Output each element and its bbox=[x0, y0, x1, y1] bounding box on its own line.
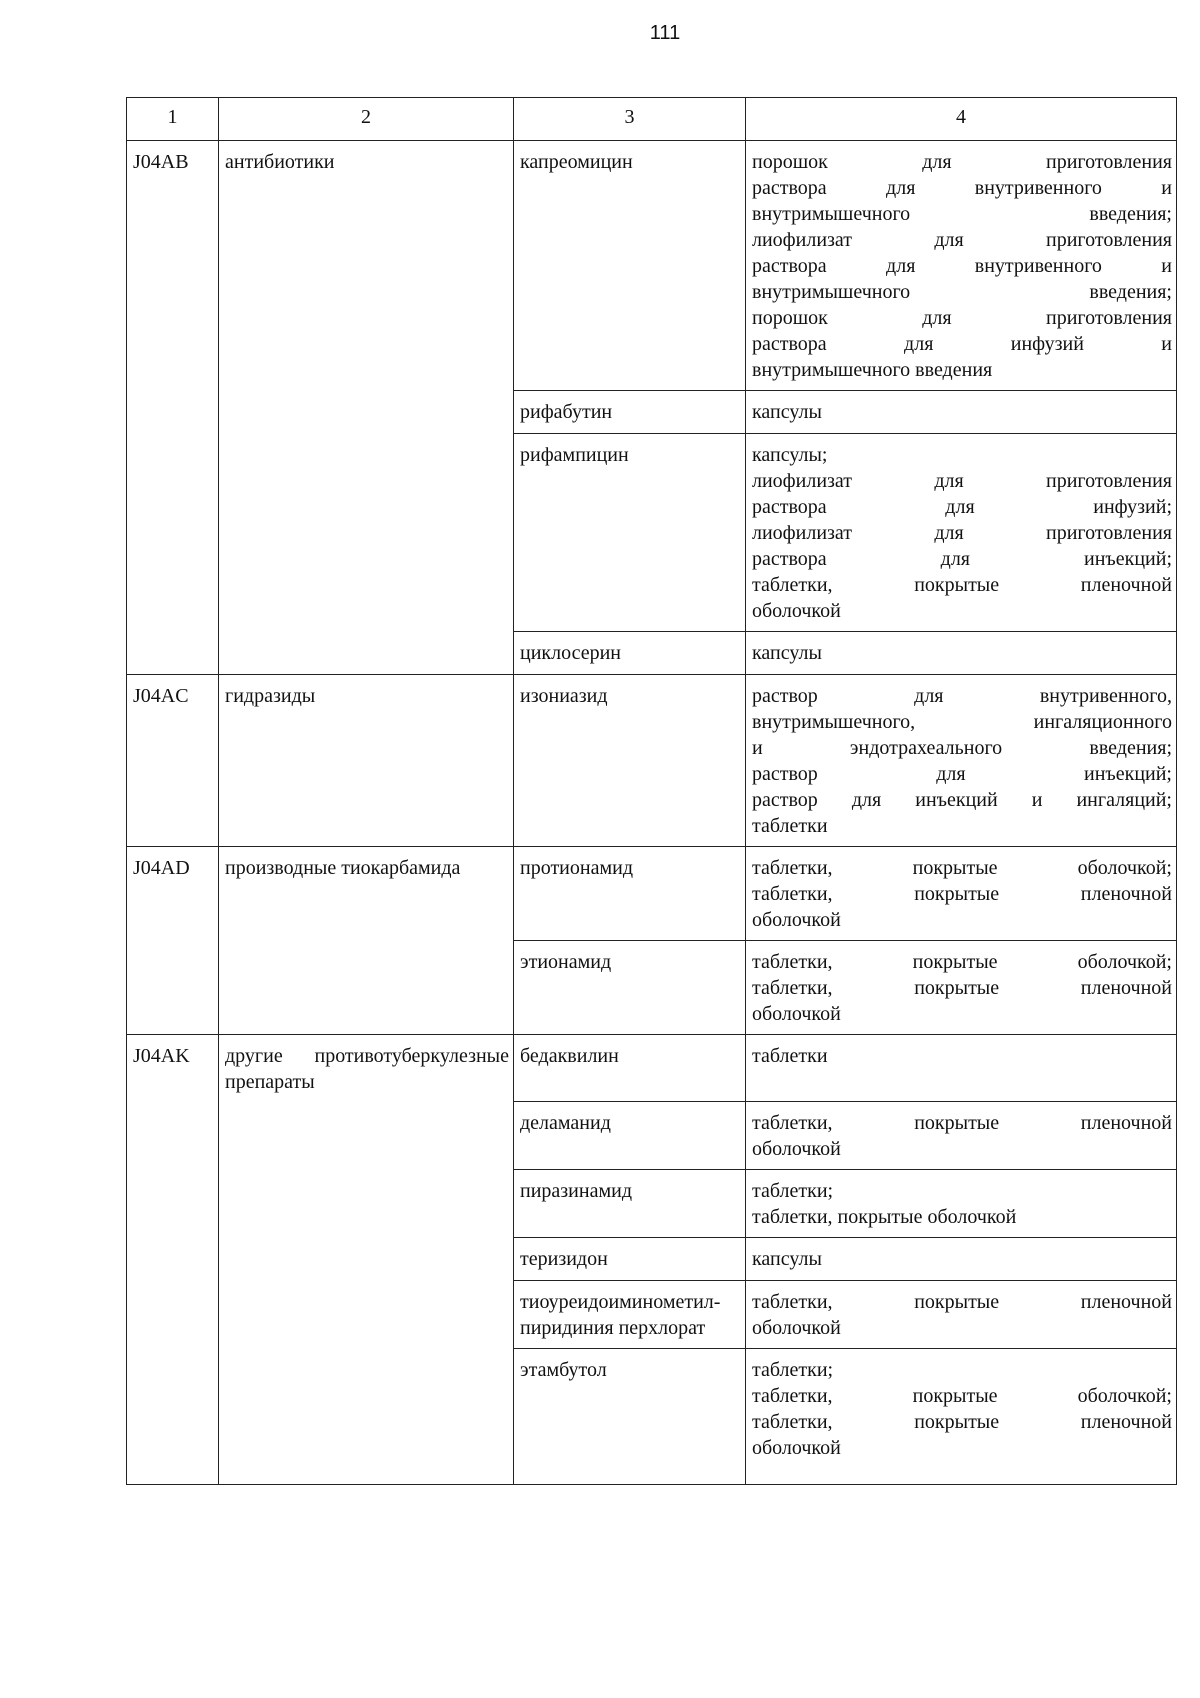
cell-text-line: раствора для внутривенного и bbox=[752, 255, 1172, 277]
cell-text-line: таблетки, покрытые пленочной bbox=[752, 574, 1172, 596]
drug-name-cell bbox=[514, 941, 746, 1035]
drug-table bbox=[126, 97, 1177, 1485]
cell-text-line: рифабутин bbox=[520, 401, 613, 423]
dosage-form-cell bbox=[746, 391, 1177, 434]
atc-code-cell: J04AD bbox=[127, 847, 219, 1035]
cell-text-line: оболочкой bbox=[752, 909, 841, 931]
table-row bbox=[127, 1035, 1177, 1102]
header-row bbox=[127, 98, 1177, 141]
dosage-form-cell bbox=[746, 632, 1177, 675]
cell-text-line: капсулы bbox=[752, 642, 822, 664]
drug-name-cell bbox=[514, 1238, 746, 1281]
header-cell: 4 bbox=[746, 98, 1177, 141]
cell-text-line: лиофилизат для приготовления bbox=[752, 470, 1172, 492]
cell-text-line: таблетки bbox=[752, 1045, 828, 1067]
table-row bbox=[127, 141, 1177, 391]
cell-text-line: таблетки, покрытые оболочкой bbox=[752, 1206, 1017, 1228]
page-number: 111 bbox=[649, 22, 681, 44]
drug-name-cell bbox=[514, 1349, 746, 1485]
drug-name-cell bbox=[514, 1170, 746, 1238]
header-cell: 1 bbox=[127, 98, 219, 141]
atc-code-cell: J04AC bbox=[127, 675, 219, 847]
drug-name-cell bbox=[514, 847, 746, 941]
cell-text-line: пиразинамид bbox=[520, 1180, 633, 1202]
cell-text-line: другие противотуберкулезные bbox=[225, 1045, 509, 1067]
cell-text-line: капсулы bbox=[752, 1248, 822, 1270]
drug-name-cell bbox=[514, 141, 746, 391]
cell-text-line: оболочкой bbox=[752, 600, 841, 622]
cell-text-line: производные тиокарбамида bbox=[225, 857, 461, 879]
dosage-form-cell bbox=[746, 675, 1177, 847]
cell-text-line: раствор для внутривенного, bbox=[752, 685, 1172, 707]
cell-text-line: таблетки, покрытые пленочной bbox=[752, 1411, 1172, 1433]
cell-text-line: бедаквилин bbox=[520, 1045, 619, 1067]
drug-name-cell bbox=[514, 391, 746, 434]
cell-text-line: и эндотрахеального введения; bbox=[752, 737, 1172, 759]
dosage-form-cell bbox=[746, 1102, 1177, 1170]
cell-text-line: рифампицин bbox=[520, 444, 629, 466]
atc-code-cell: J04AB bbox=[127, 141, 219, 675]
cell-text-line: внутримышечного введения; bbox=[752, 281, 1172, 303]
cell-text-line: лиофилизат для приготовления bbox=[752, 522, 1172, 544]
atc-code-cell: J04AK bbox=[127, 1035, 219, 1485]
drug-name-cell bbox=[514, 1281, 746, 1349]
cell-text-line: внутримышечного, ингаляционного bbox=[752, 711, 1172, 733]
cell-text-line: пиридиния перхлорат bbox=[520, 1317, 706, 1339]
cell-text-line: этамбутол bbox=[520, 1359, 607, 1381]
cell-text-line: таблетки, покрытые пленочной bbox=[752, 1291, 1172, 1313]
cell-text-line: оболочкой bbox=[752, 1003, 841, 1025]
cell-text-line: оболочкой bbox=[752, 1437, 841, 1459]
dosage-form-cell bbox=[746, 141, 1177, 391]
cell-text-line: тиоуреидоиминометил- bbox=[520, 1291, 721, 1313]
cell-text-line: изониазид bbox=[520, 685, 608, 707]
cell-text-line: антибиотики bbox=[225, 151, 335, 173]
dosage-form-cell bbox=[746, 1238, 1177, 1281]
cell-text-line: раствора для инфузий и bbox=[752, 333, 1172, 355]
cell-text-line: внутримышечного введения bbox=[752, 359, 993, 381]
dosage-form-cell bbox=[746, 1349, 1177, 1485]
drug-name-cell bbox=[514, 434, 746, 632]
cell-text-line: таблетки, покрытые оболочкой; bbox=[752, 951, 1172, 973]
group-name-cell bbox=[219, 141, 514, 675]
cell-text-line: раствора для инфузий; bbox=[752, 496, 1172, 518]
group-name-cell bbox=[219, 675, 514, 847]
drug-name-cell bbox=[514, 1035, 746, 1102]
cell-text-line: таблетки, покрытые пленочной bbox=[752, 977, 1172, 999]
cell-text-line: оболочкой bbox=[752, 1317, 841, 1339]
table-row bbox=[127, 675, 1177, 847]
table-row bbox=[127, 847, 1177, 941]
cell-text-line: капсулы; bbox=[752, 444, 828, 466]
cell-text-line: этионамид bbox=[520, 951, 612, 973]
table-body bbox=[127, 98, 1177, 1485]
cell-text-line: препараты bbox=[225, 1071, 315, 1093]
cell-text-line: капреомицин bbox=[520, 151, 633, 173]
dosage-form-cell bbox=[746, 941, 1177, 1035]
dosage-form-cell bbox=[746, 1035, 1177, 1102]
cell-text-line: циклосерин bbox=[520, 642, 622, 664]
dosage-form-cell bbox=[746, 1281, 1177, 1349]
cell-text-line: внутримышечного введения; bbox=[752, 203, 1172, 225]
header-cell: 2 bbox=[219, 98, 514, 141]
cell-text-line: теризидон bbox=[520, 1248, 608, 1270]
cell-text-line: капсулы bbox=[752, 401, 822, 423]
cell-text-line: таблетки, покрытые пленочной bbox=[752, 883, 1172, 905]
drug-name-cell bbox=[514, 675, 746, 847]
cell-text-line: таблетки; bbox=[752, 1359, 834, 1381]
cell-text-line: раствор для инъекций и ингаляций; bbox=[752, 789, 1172, 811]
cell-text-line: лиофилизат для приготовления bbox=[752, 229, 1172, 251]
cell-text-line: таблетки, покрытые пленочной bbox=[752, 1112, 1172, 1134]
group-name-cell bbox=[219, 847, 514, 1035]
drug-name-cell bbox=[514, 1102, 746, 1170]
cell-text-line: таблетки; bbox=[752, 1180, 834, 1202]
cell-text-line: порошок для приготовления bbox=[752, 307, 1172, 329]
group-name-cell bbox=[219, 1035, 514, 1485]
cell-text-line: таблетки, покрытые оболочкой; bbox=[752, 1385, 1172, 1407]
drug-name-cell bbox=[514, 632, 746, 675]
dosage-form-cell bbox=[746, 434, 1177, 632]
cell-text-line: раствора для внутривенного и bbox=[752, 177, 1172, 199]
cell-text-line: таблетки bbox=[752, 815, 828, 837]
cell-text-line: деламанид bbox=[520, 1112, 611, 1134]
cell-text-line: оболочкой bbox=[752, 1138, 841, 1160]
cell-text-line: раствора для инъекций; bbox=[752, 548, 1172, 570]
cell-text-line: гидразиды bbox=[225, 685, 316, 707]
dosage-form-cell bbox=[746, 847, 1177, 941]
cell-text-line: порошок для приготовления bbox=[752, 151, 1172, 173]
header-cell: 3 bbox=[514, 98, 746, 141]
cell-text-line: раствор для инъекций; bbox=[752, 763, 1172, 785]
cell-text-line: протионамид bbox=[520, 857, 633, 879]
cell-text-line: таблетки, покрытые оболочкой; bbox=[752, 857, 1172, 879]
dosage-form-cell bbox=[746, 1170, 1177, 1238]
